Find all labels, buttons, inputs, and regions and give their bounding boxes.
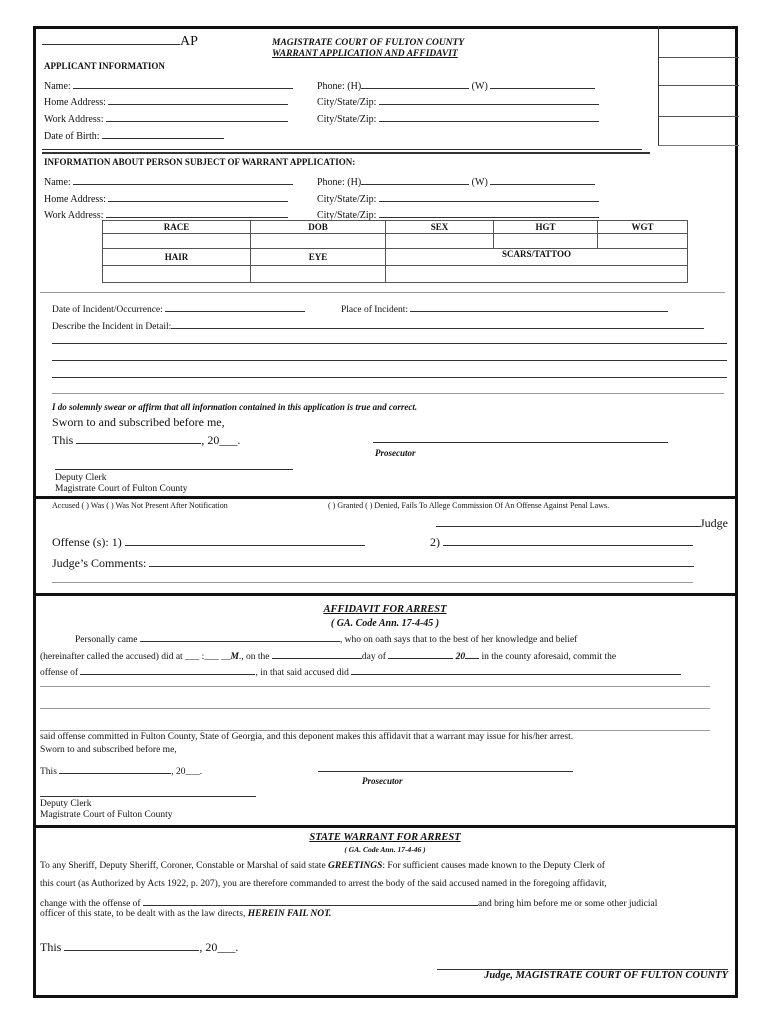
describe-line[interactable] [52,377,727,378]
col-race: RACE [103,221,251,234]
prosecutor-signature-line[interactable] [373,442,668,443]
label: and bring him before me or some other judicial [477,899,658,909]
deputy-clerk-label: Deputy Clerk [55,473,107,483]
committed-statement: said offense committed in Fulton County, State of Georgia, and this deponent makes this affidavit that a warrant may issue for his/her arrest. [40,732,574,742]
decision-checkboxes[interactable]: ( ) Granted ( ) Denied, Fails To Allege Commission Of An Offense Against Penal Laws. [328,501,610,510]
label: Place of Incident: [341,305,409,315]
label: Work Address: [44,114,104,125]
label: Personally came [75,635,138,645]
applicant-phone-field[interactable] [317,79,595,92]
affidavit-title: AFFIDAVIT FOR ARREST [323,604,447,615]
label: Phone: (H) [317,81,362,92]
race-cell[interactable] [103,234,251,249]
incident-describe-field[interactable] [52,319,704,333]
subject-heading: INFORMATION ABOUT PERSON SUBJECT OF WARRANT APPLICATION: [44,157,356,167]
incident-date-field[interactable] [52,302,305,316]
label: ., on the [238,652,270,662]
scars-cell[interactable] [386,266,688,283]
affidavit-line[interactable] [40,686,710,687]
court-title: MAGISTRATE COURT OF FULTON COUNTY [272,38,465,48]
prosecutor-label: Prosecutor [375,448,416,458]
label: 2) [430,535,440,549]
applicant-name-field[interactable] [44,79,293,92]
section-divider [33,825,738,828]
label: , 20___. [171,767,203,777]
applicant-work-city-field[interactable] [317,112,599,125]
applicant-dob-field[interactable] [44,129,224,142]
offense1-field[interactable] [52,536,365,548]
eye-cell[interactable] [251,266,386,283]
label: change with the offense of [40,899,141,909]
applicant-heading: APPLICANT INFORMATION [44,61,165,71]
description-table [102,220,688,283]
affidavit-date-field[interactable] [40,764,202,778]
hair-cell[interactable] [103,266,251,283]
judge-signature-field[interactable] [436,517,728,529]
office-use-box [658,26,739,146]
affidavit-prosecutor-line[interactable] [318,771,573,772]
section-divider [33,593,738,596]
affidavit-court-name: Magistrate Court of Fulton County [40,810,173,820]
wgt-cell[interactable] [598,234,688,249]
label: Phone: (H) [317,177,362,188]
affidavit-line[interactable] [40,730,710,731]
col-scars: SCARS/TATTOO [386,249,688,266]
applicant-city-field[interactable] [317,95,599,108]
affidavit-deputy-clerk: Deputy Clerk [40,799,92,809]
warrant-line-2: this court (as Authorized by Acts 1922, p. 207), you are therefore commanded to arrest the body of the said accused named in the foregoing affidavit, [40,879,607,889]
label: (W) [471,177,488,188]
col-sex: SEX [386,221,494,234]
affidavit-sworn-text: Sworn to and subscribed before me, [40,745,177,755]
label: Date of Incident/Occurrence: [52,305,163,315]
label: City/State/Zip: [317,194,377,205]
label: Judge [700,516,728,530]
describe-line[interactable] [52,360,727,361]
affidavit-code: ( GA. Code Ann. 17-4-45 ) [330,618,440,629]
label: 20 [455,652,466,662]
label: in the county aforesaid, commit the [479,652,617,662]
dob-cell[interactable] [251,234,386,249]
warrant-line-1 [40,862,605,872]
court-name-label: Magistrate Court of Fulton County [55,484,188,494]
subject-name-field[interactable] [44,175,293,188]
label: Work Address: [44,210,104,221]
label: City/State/Zip: [317,97,377,108]
affidavit-clerk-line[interactable] [40,796,256,797]
text: To any Sheriff, Deputy Sheriff, Coroner, Constable or Marshal of said state [40,861,329,871]
label: Name: [44,81,71,92]
col-hgt: HGT [494,221,598,234]
affidavit-prosecutor-label: Prosecutor [362,776,403,786]
offense-time-field[interactable] [40,649,616,663]
describe-line[interactable] [52,343,727,344]
label: Name: [44,177,71,188]
col-hair: HAIR [103,249,251,266]
divider [42,149,642,150]
describe-line[interactable] [52,393,724,394]
label: , in that said accused did [255,668,349,678]
subject-phone-field[interactable] [317,175,595,188]
judge-comments-field[interactable] [52,557,694,569]
subject-city-field[interactable] [317,192,599,205]
label: This [40,767,57,777]
affidavit-line[interactable] [40,708,710,709]
label: This [40,940,62,954]
clerk-signature-line[interactable] [55,469,293,470]
label: (W) [471,81,488,92]
label: M [230,652,239,662]
judge-warrant-label: Judge, MAGISTRATE COURT OF FULTON COUNTY [484,970,728,981]
case-number-field[interactable] [42,32,198,49]
col-eye: EYE [251,249,386,266]
text: GREETINGS [328,861,383,871]
hgt-cell[interactable] [494,234,598,249]
ap-suffix: AP [180,34,198,49]
label: offense of [40,668,79,678]
divider [40,292,725,293]
text: HEREIN FAIL NOT. [247,909,332,919]
label: City/State/Zip: [317,114,377,125]
oath-statement: I do solemnly swear or affirm that all information contained in this application is true and correct. [52,402,418,412]
sworn-date-field[interactable] [52,434,240,446]
warrant-date-field[interactable] [40,941,238,953]
label: day of [361,652,386,662]
label: Describe the Incident in Detail: [52,322,172,332]
col-dob: DOB [251,221,386,234]
label: , 20___. [201,433,241,447]
label: , who on oath says that to the best of her knowledge and belief [339,635,578,645]
label: Home Address: [44,194,106,205]
warrant-line-4 [40,910,331,920]
label: (hereinafter called the accused) did at ___ :___ __ [40,652,231,662]
warrant-code: ( GA. Code Ann. 17-4-46 ) [344,845,426,854]
sex-cell[interactable] [386,234,494,249]
text: officer of this state, to be dealt with as the law directs, [40,909,248,919]
divider [42,152,650,154]
label: City/State/Zip: [317,210,377,221]
applicant-work-address-field[interactable] [44,112,288,125]
personally-came-field[interactable] [75,632,577,646]
presence-checkboxes[interactable]: Accused ( ) Was ( ) Was Not Present After Notification [52,501,228,510]
section-divider [33,496,738,499]
incident-place-field[interactable] [341,302,668,316]
warrant-title: STATE WARRANT FOR ARREST [309,832,461,843]
comments-line[interactable] [52,582,693,583]
label: This [52,433,74,447]
label: Judge’s Comments: [52,556,147,570]
subject-home-address-field[interactable] [44,192,288,205]
applicant-home-address-field[interactable] [44,95,288,108]
offense-of-field[interactable] [40,665,681,679]
text: : For sufficient causes made known to the Deputy Clerk of [382,861,605,871]
label: Date of Birth: [44,131,100,142]
label: Home Address: [44,97,106,108]
form-title: WARRANT APPLICATION AND AFFIDAVIT [272,49,458,59]
label: , 20___. [199,940,239,954]
offense2-field[interactable] [430,536,693,548]
label: Offense (s): 1) [52,535,122,549]
sworn-text: Sworn to and subscribed before me, [52,415,225,429]
col-wgt: WGT [598,221,688,234]
warrant-offense-field[interactable] [40,896,657,910]
